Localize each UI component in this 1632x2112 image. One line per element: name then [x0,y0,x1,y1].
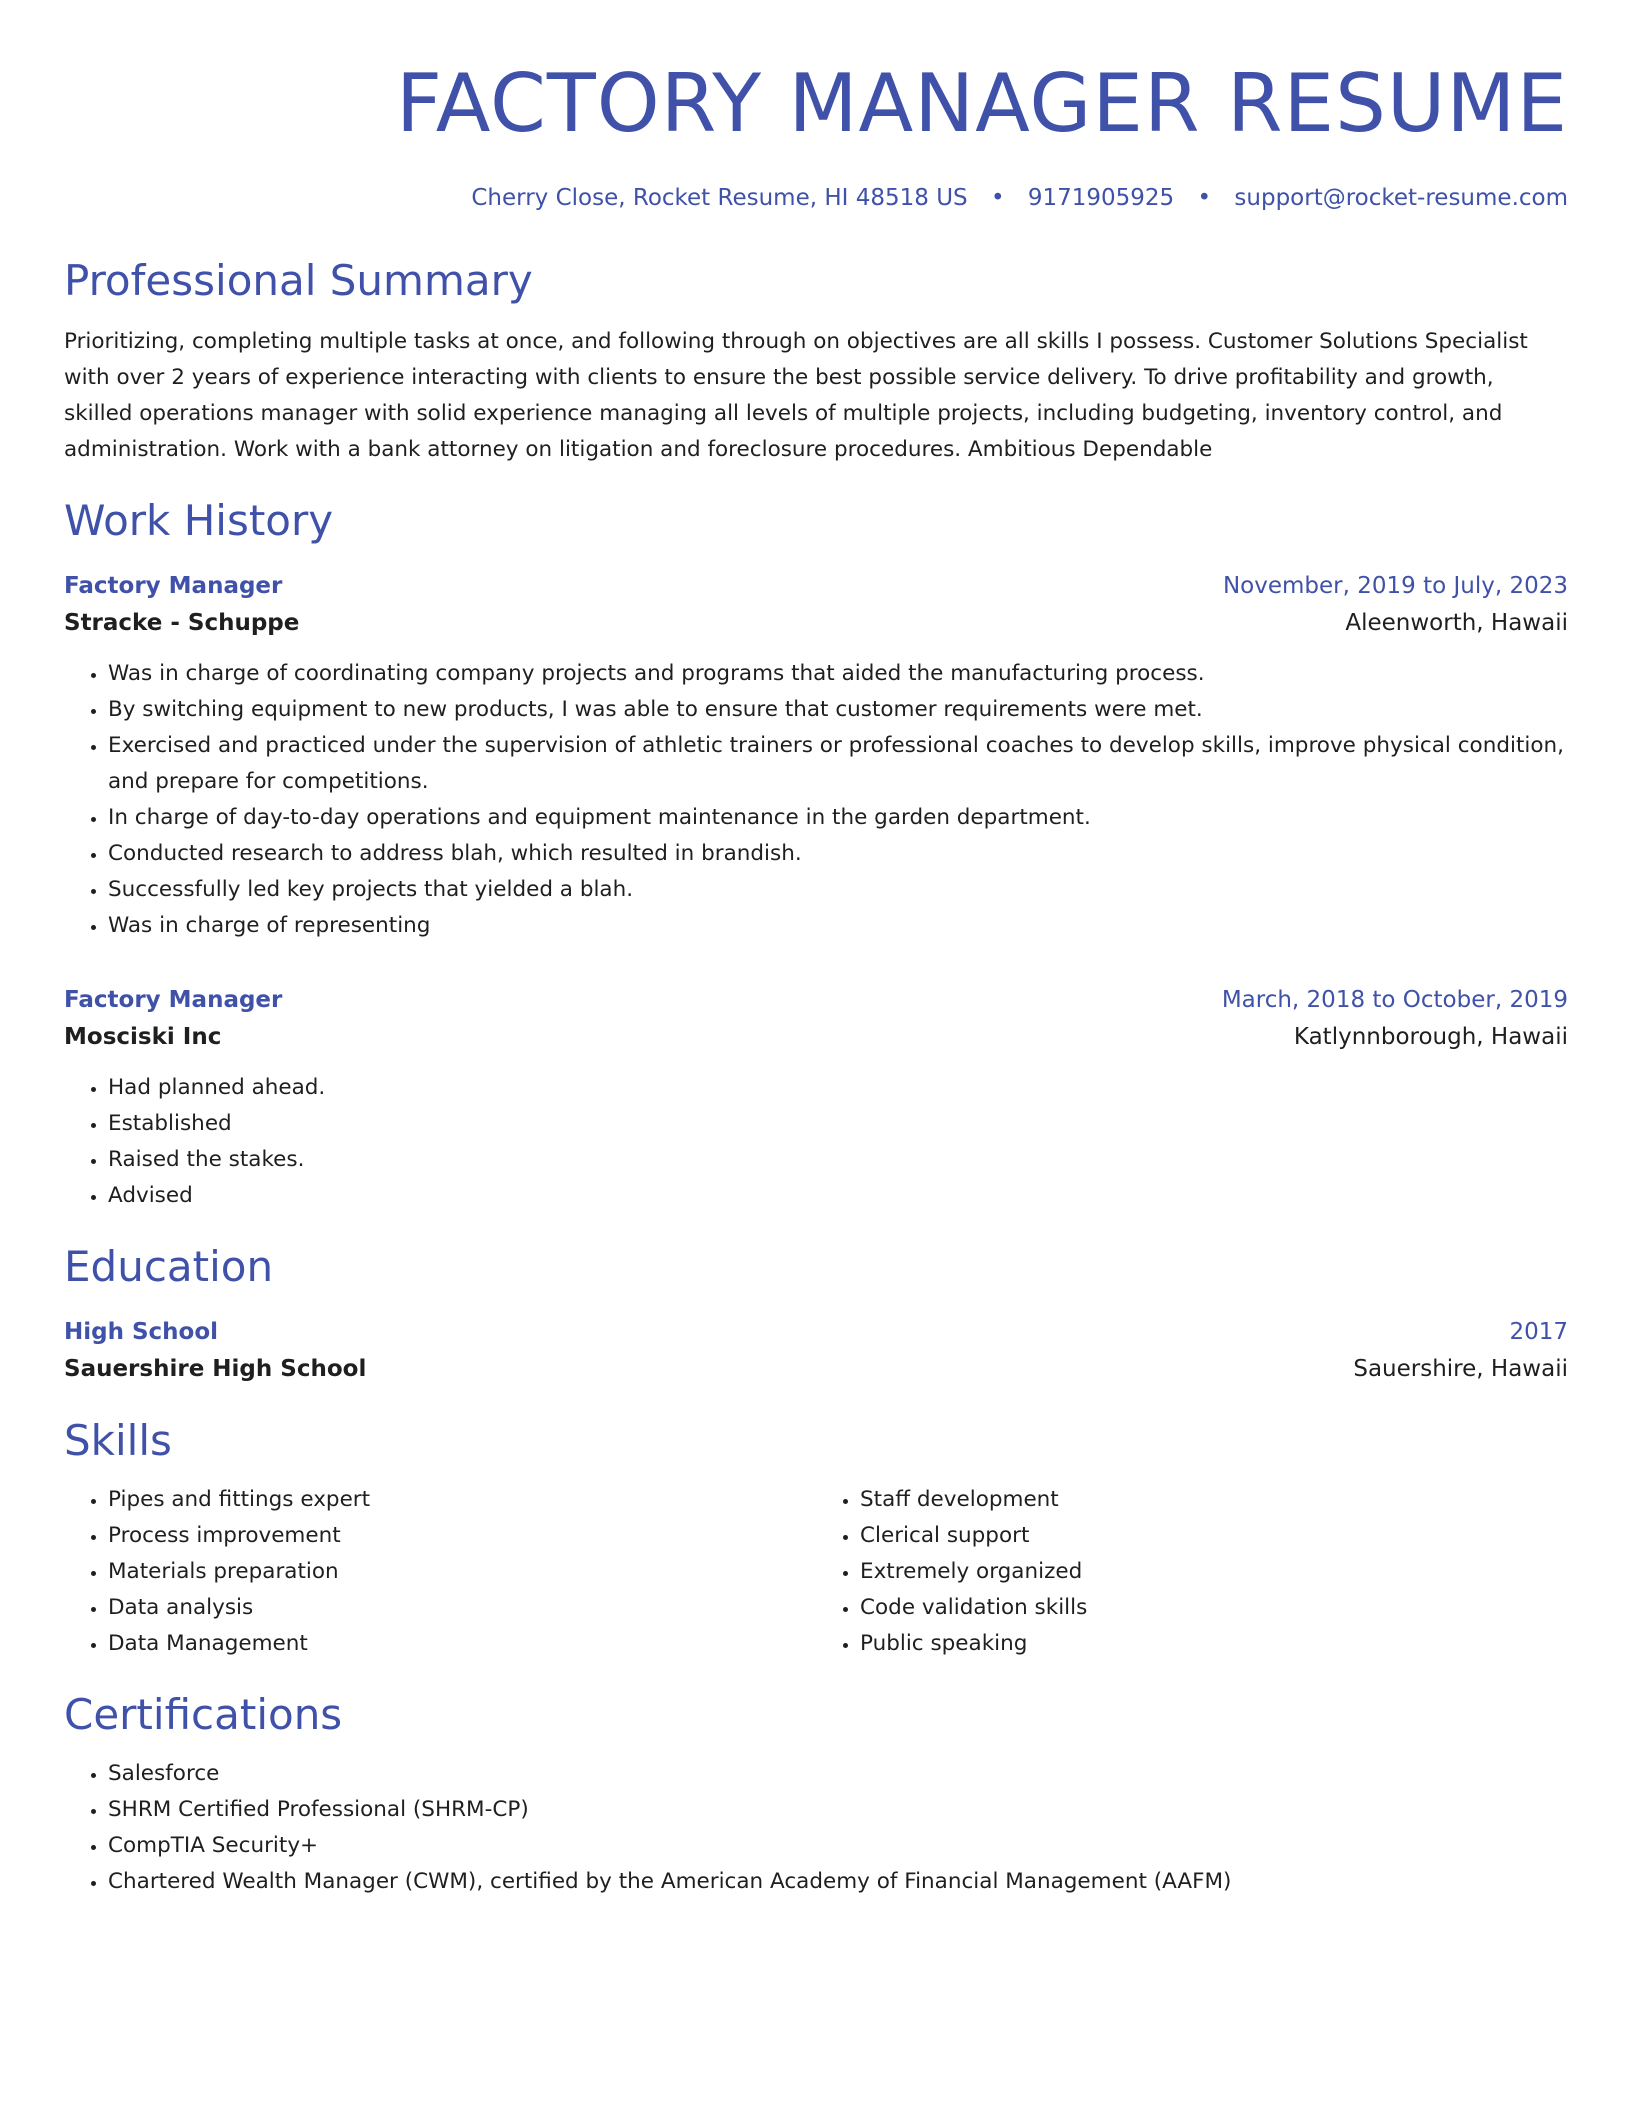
list-item: • Conducted research to address blah, which resulted in brandish. [108,836,1568,872]
list-item: • Advised [108,1178,1568,1214]
list-item: • Raised the stakes. [108,1142,1568,1178]
job-entry [64,982,1568,1214]
job-role: Factory Manager [64,573,283,599]
list-item: • Established [108,1106,1568,1142]
resume-header [64,0,1568,214]
education-school: Sauershire High School [64,1356,367,1382]
list-item: • Salesforce [108,1756,1568,1792]
list-item: • Materials preparation [108,1554,816,1590]
contact-email: support@rocket-resume.com [1234,185,1568,211]
list-item: • Public speaking [860,1626,1568,1662]
list-item: • Exercised and practiced under the supervision of athletic trainers or professional coaches to develop skills, improve physical condition, and prepare for competitions. [108,728,1568,800]
certifications-list [64,1756,1568,1900]
list-item: • Staff development [860,1482,1568,1518]
contact-separator: • [990,185,1005,211]
list-item: • By switching equipment to new products, I was able to ensure that customer requirements were met. [108,692,1568,728]
list-item: • Data Management [108,1626,816,1662]
resume-title: FACTORY MANAGER RESUME [396,57,1568,150]
list-item: • Clerical support [860,1518,1568,1554]
job-company: Mosciski Inc [64,1024,222,1050]
education-degree: High School [64,1319,219,1345]
list-item: • Chartered Wealth Manager (CWM), certified by the American Academy of Financial Management (AAFM) [108,1864,1568,1900]
education-location: Sauershire, Hawaii [1353,1356,1568,1382]
job-role: Factory Manager [64,987,283,1013]
education-year: 2017 [1509,1319,1568,1345]
job-dates: November, 2019 to July, 2023 [1222,573,1568,599]
job-entry [64,568,1568,944]
skills-heading: Skills [64,1416,172,1465]
list-item: • Was in charge of representing [108,908,1568,944]
job-bullets [64,656,1568,944]
education-entry [64,1314,1568,1388]
list-item: • SHRM Certified Professional (SHRM-CP) [108,1792,1568,1828]
contact-phone: 9171905925 [1027,185,1175,211]
list-item: • In charge of day-to-day operations and equipment maintenance in the garden department. [108,800,1568,836]
list-item: • Successfully led key projects that yielded a blah. [108,872,1568,908]
list-item: • Process improvement [108,1518,816,1554]
contact-line [64,182,1568,214]
list-item: • Had planned ahead. [108,1070,1568,1106]
job-dates: March, 2018 to October, 2019 [1221,987,1568,1013]
job-location: Aleenworth, Hawaii [1345,610,1568,636]
summary-heading: Professional Summary [64,256,533,305]
job-company: Stracke - Schuppe [64,610,300,636]
list-item: • Pipes and fittings expert [108,1482,816,1518]
skills-columns [64,1468,1568,1662]
contact-separator: • [1197,185,1212,211]
list-item: • Extremely organized [860,1554,1568,1590]
job-bullets [64,1070,1568,1214]
education-heading: Education [64,1242,274,1291]
list-item: • CompTIA Security+ [108,1828,1568,1864]
summary-text: Prioritizing, completing multiple tasks at once, and following through on objectives are all skills I possess. Customer Solutions Specialist with over 2 years of experience interacting with clients to ensure the best possible service delivery. To drive profitability and growth, skilled operations manager with solid experience managing all levels of multiple projects, including budgeting, inventory control, and administration. Work with a bank attorney on litigation and foreclosure procedures. Ambitious Dependable [64,329,1528,462]
list-item: • Code validation skills [860,1590,1568,1626]
contact-address: Cherry Close, Rocket Resume, HI 48518 US [471,185,968,211]
list-item: • Was in charge of coordinating company projects and programs that aided the manufacturing process. [108,656,1568,692]
skills-right-list [816,1482,1568,1662]
job-location: Katlynnborough, Hawaii [1293,1024,1568,1050]
work-history-heading: Work History [64,496,334,545]
certifications-heading: Certifications [64,1690,343,1739]
skills-left-list [64,1482,816,1662]
list-item: • Data analysis [108,1590,816,1626]
